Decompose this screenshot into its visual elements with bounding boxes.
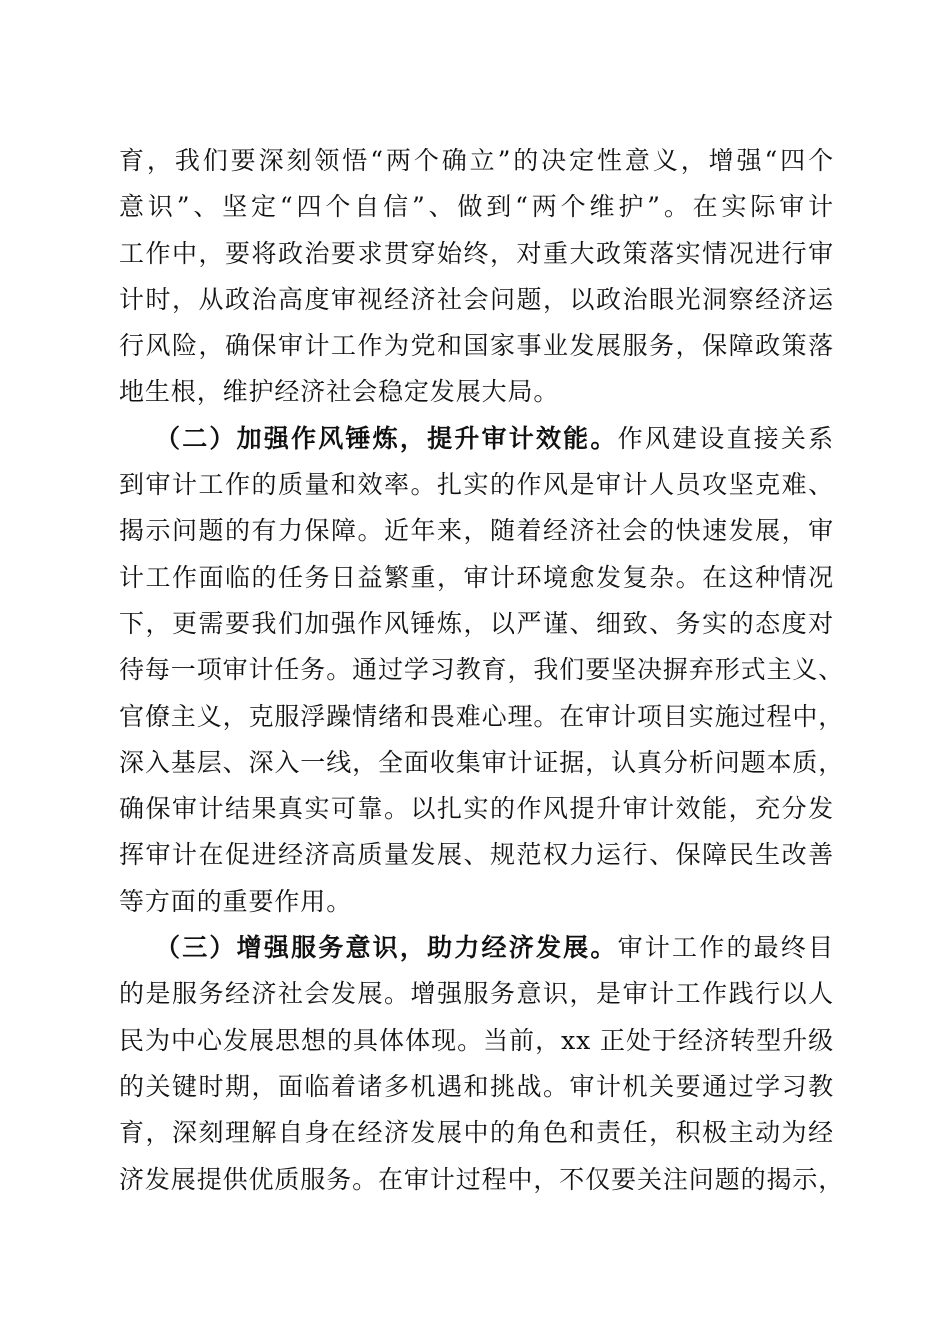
text-line: 计工作面临的任务日益繁重，审计环境愈发复杂。在这种情况 <box>119 562 834 592</box>
paragraph-service-awareness <box>119 925 845 1203</box>
text-line: 育，深刻理解自身在经济发展中的角色和责任，积极主动为经 <box>119 1118 834 1148</box>
section-heading-two: （二）加强作风锤炼，提升审计效能。 <box>155 423 618 453</box>
text-line: 深入基层、深入一线，全面收集审计证据，认真分析问题本质， <box>119 747 845 777</box>
text-line: 等方面的重要作用。 <box>119 886 353 916</box>
text-line: 民为中心发展思想的具体体现。当前，xx 正处于经济转型升级 <box>119 1025 834 1055</box>
text-line: 到审计工作的质量和效率。扎实的作风是审计人员攻坚克难、 <box>119 470 834 500</box>
text-line: 官僚主义，克服浮躁情绪和畏难心理。在审计项目实施过程中， <box>119 701 845 731</box>
paragraph-first-line <box>119 416 834 462</box>
document-body <box>119 138 845 1203</box>
text-line: 挥审计在促进经济高质量发展、规范权力运行、保障民生改善 <box>119 840 834 870</box>
paragraph-political-requirements <box>119 138 834 416</box>
text-line: 揭示问题的有力保障。近年来，随着经济社会的快速发展，审 <box>119 516 834 546</box>
text-line: 待每一项审计任务。通过学习教育，我们要坚决摒弃形式主义、 <box>119 655 845 685</box>
text-line: 济发展提供优质服务。在审计过程中，不仅要关注问题的揭示， <box>119 1164 845 1194</box>
text-line: 的关键时期，面临着诸多机遇和挑战。审计机关要通过学习教 <box>119 1071 834 1101</box>
text-line: 确保审计结果真实可靠。以扎实的作风提升审计效能，充分发 <box>119 794 834 824</box>
section-heading-three: （三）增强服务意识，助力经济发展。 <box>155 933 618 963</box>
text-run: 作风建设直接关系 <box>617 423 834 453</box>
paragraph-work-style <box>119 416 845 925</box>
text-run: 审计工作的最终目 <box>617 933 834 963</box>
paragraph-first-line <box>119 925 834 971</box>
text-line: 下，更需要我们加强作风锤炼，以严谨、细致、务实的态度对 <box>119 608 834 638</box>
text-line: 意识”、坚定“四个自信”、做到“两个维护”。在实际审计 <box>119 192 834 222</box>
text-line: 行风险，确保审计工作为党和国家事业发展服务，保障政策落 <box>119 331 834 361</box>
text-line: 的是服务经济社会发展。增强服务意识，是审计工作践行以人 <box>119 979 834 1009</box>
text-line: 工作中，要将政治要求贯穿始终，对重大政策落实情况进行审 <box>119 238 834 268</box>
text-line: 计时，从政治高度审视经济社会问题，以政治眼光洞察经济运 <box>119 284 834 314</box>
text-line: 育，我们要深刻领悟“两个确立”的决定性意义，增强“四个 <box>119 146 834 175</box>
text-line: 地生根，维护经济社会稳定发展大局。 <box>119 377 560 407</box>
